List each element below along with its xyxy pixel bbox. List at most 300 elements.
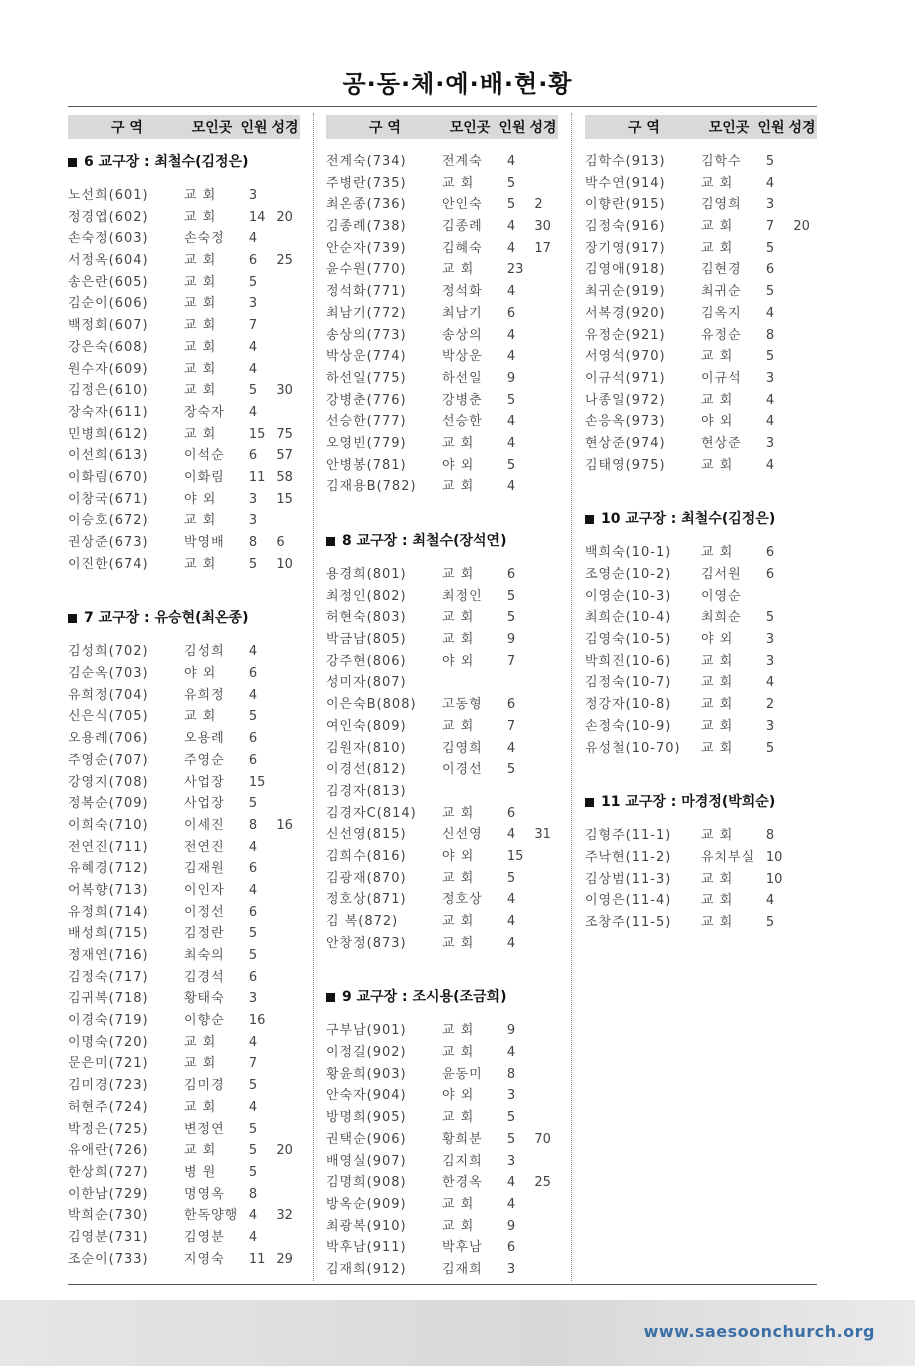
district-block — [585, 476, 817, 759]
cell-zone: 김원자(810) — [326, 740, 407, 756]
cell-adult — [793, 672, 817, 694]
cell-count: 6 — [248, 969, 258, 985]
district-title-text: 11 교구장 : 마경정(박희순) — [601, 794, 776, 811]
cell-place: 장숙자 — [184, 404, 225, 420]
cell-count: 15 — [248, 774, 266, 790]
cell-place — [442, 672, 507, 694]
cell-count: 4 — [248, 339, 258, 355]
cell-count: 6 — [765, 545, 775, 561]
cell-count: 5 — [506, 1110, 516, 1126]
cell-adult — [276, 293, 300, 315]
block-spacer — [326, 954, 558, 980]
cell-zone: 정복순(709) — [68, 796, 149, 812]
table-row — [585, 325, 817, 347]
header-adult: 성경 — [271, 120, 299, 136]
cell-adult — [534, 651, 558, 673]
cell-zone: 김종례(738) — [326, 219, 407, 235]
table-row — [326, 586, 558, 608]
district-block — [585, 151, 817, 476]
table-row — [326, 672, 558, 694]
cell-count: 11 — [248, 469, 266, 485]
table-row — [326, 1172, 558, 1194]
cell-zone: 최남기(772) — [326, 305, 407, 321]
cell-place: 야 외 — [442, 653, 475, 669]
cell-place: 신선영 — [442, 827, 483, 843]
cell-adult — [534, 803, 558, 825]
cell-adult — [534, 1216, 558, 1238]
table-row — [68, 1010, 300, 1032]
cell-adult — [276, 988, 300, 1010]
cell-count: 15 — [506, 848, 524, 864]
cell-count: 6 — [506, 305, 516, 321]
cell-adult — [534, 151, 558, 173]
bullet-square-icon — [326, 993, 335, 1002]
table-row — [68, 1249, 300, 1271]
table-row — [326, 868, 558, 890]
cell-zone: 손응옥(973) — [585, 414, 666, 430]
table-row — [326, 1085, 558, 1107]
cell-adult — [276, 685, 300, 707]
cell-adult — [276, 1075, 300, 1097]
table-row — [68, 1053, 300, 1075]
cell-count: 3 — [506, 1261, 516, 1277]
cell-zone: 정호상(871) — [326, 892, 407, 908]
cell-count: 8 — [506, 1066, 516, 1082]
cell-zone: 박희진(10-6) — [585, 653, 672, 669]
cell-place: 김재원 — [184, 861, 225, 877]
cell-place: 교 회 — [442, 262, 475, 278]
cell-count: 5 — [248, 926, 258, 942]
cell-adult — [793, 238, 817, 260]
table-row — [68, 1119, 300, 1141]
cell-zone: 이진한(674) — [68, 556, 149, 572]
cell-place: 최귀순 — [701, 284, 742, 300]
cell-adult — [534, 1194, 558, 1216]
table-row — [326, 433, 558, 455]
cell-zone: 선승한(777) — [326, 414, 407, 430]
cell-zone: 김귀복(718) — [68, 991, 149, 1007]
cell-adult — [276, 510, 300, 532]
table-row — [326, 694, 558, 716]
table-row — [68, 1032, 300, 1054]
cell-count: 6 — [248, 448, 258, 464]
cell-place: 김현경 — [701, 262, 742, 278]
cell-place: 이규석 — [701, 370, 742, 386]
cell-place: 교 회 — [442, 610, 475, 626]
cell-place: 야 외 — [184, 666, 217, 682]
cell-place: 교 회 — [184, 556, 217, 572]
cell-adult — [793, 411, 817, 433]
cell-count: 5 — [765, 740, 775, 756]
table-row — [68, 532, 300, 554]
table-row — [326, 846, 558, 868]
table-row — [326, 194, 558, 216]
header-count: 인원 — [240, 120, 268, 136]
cell-zone: 안순자(739) — [326, 240, 407, 256]
cell-count: 4 — [506, 349, 516, 365]
table-row — [326, 411, 558, 433]
cell-place: 야 외 — [701, 414, 734, 430]
cell-zone: 유애란(726) — [68, 1143, 149, 1159]
cell-place: 야 외 — [442, 848, 475, 864]
table-row — [68, 554, 300, 576]
cell-count: 4 — [506, 219, 516, 235]
table-row — [585, 869, 817, 891]
table-row — [68, 445, 300, 467]
cell-zone: 정재연(716) — [68, 948, 149, 963]
cell-count: 6 — [506, 697, 516, 713]
table-row — [326, 564, 558, 586]
cell-place: 김옥지 — [701, 305, 742, 321]
cell-place: 교 회 — [442, 435, 475, 451]
cell-adult — [276, 1010, 300, 1032]
district-block — [585, 759, 817, 933]
cell-zone: 이은숙B(808) — [326, 697, 417, 713]
cell-zone: 이향란(915) — [585, 197, 666, 213]
cell-place: 강병춘 — [442, 392, 483, 408]
cell-zone: 서정옥(604) — [68, 253, 149, 269]
cell-zone: 김희수(816) — [326, 848, 407, 864]
cell-adult — [534, 694, 558, 716]
cell-zone: 신은식(705) — [68, 709, 149, 725]
cell-place: 유치부실 — [701, 849, 756, 865]
table-row — [326, 151, 558, 173]
cell-adult — [276, 641, 300, 663]
cell-place: 교 회 — [701, 219, 734, 235]
cell-place: 황태숙 — [184, 991, 225, 1007]
footer-url-link[interactable]: www.saesoonchurch.org — [643, 1322, 875, 1341]
cell-zone: 이경숙(719) — [68, 1013, 149, 1029]
cell-count: 3 — [765, 197, 775, 213]
table-row — [326, 629, 558, 651]
cell-count: 4 — [248, 1099, 258, 1115]
cell-place: 야 외 — [184, 491, 217, 507]
table-row — [68, 945, 300, 967]
cell-adult: 70 — [534, 1131, 551, 1147]
cell-adult — [793, 694, 817, 716]
cell-place: 윤동미 — [442, 1066, 483, 1082]
cell-count: 5 — [506, 175, 516, 191]
cell-adult — [534, 1259, 558, 1281]
cell-place: 교 회 — [184, 1034, 217, 1050]
cell-count: 10 — [765, 871, 783, 887]
cell-place: 김영희 — [701, 197, 742, 213]
table-row — [585, 542, 817, 564]
table-row — [326, 238, 558, 260]
cell-count: 5 — [248, 556, 258, 572]
cell-count: 4 — [248, 644, 258, 660]
cell-zone: 현상준(974) — [585, 435, 666, 451]
cell-count: 11 — [248, 1251, 266, 1267]
table-row — [68, 1184, 300, 1206]
cell-count: 10 — [765, 849, 783, 865]
table-row — [326, 781, 558, 803]
bullet-square-icon — [585, 515, 594, 524]
cell-zone: 이희숙(710) — [68, 817, 149, 833]
cell-adult — [276, 923, 300, 945]
cell-adult — [276, 793, 300, 815]
cell-count: 5 — [765, 284, 775, 300]
cell-place: 교 회 — [184, 383, 217, 399]
table-row — [326, 346, 558, 368]
cell-place: 이세진 — [184, 817, 225, 833]
cell-zone: 정경엽(602) — [68, 209, 149, 225]
cell-adult — [534, 1064, 558, 1086]
cell-adult — [276, 228, 300, 250]
cell-adult — [276, 1097, 300, 1119]
page-title: 공·동·체·예·배·현·황 — [342, 70, 573, 98]
district-title-text: 10 교구장 : 최철수(김정은) — [601, 511, 776, 528]
cell-adult — [534, 390, 558, 412]
cell-adult — [534, 629, 558, 651]
cell-place: 이인자 — [184, 882, 225, 898]
cell-adult — [276, 1227, 300, 1249]
table-row — [585, 651, 817, 673]
table-row — [68, 402, 300, 424]
cell-adult — [276, 858, 300, 880]
cell-zone: 이영은(11-4) — [585, 893, 672, 909]
cell-count: 4 — [506, 479, 516, 495]
cell-zone: 안창정(873) — [326, 935, 407, 951]
cell-place: 교 회 — [442, 718, 475, 734]
cell-zone: 오용례(706) — [68, 731, 149, 747]
cell-count: 3 — [506, 1088, 516, 1104]
cell-count: 5 — [248, 383, 258, 399]
cell-zone: 여인숙(809) — [326, 718, 407, 734]
table-row — [68, 706, 300, 728]
cell-count: 4 — [506, 1045, 516, 1061]
cell-zone: 조영순(10-2) — [585, 567, 672, 582]
cell-zone: 이한남(729) — [68, 1186, 149, 1202]
cell-adult — [276, 880, 300, 902]
table-row — [68, 685, 300, 707]
cell-zone: 김재희(912) — [326, 1261, 407, 1277]
cell-adult — [793, 303, 817, 325]
cell-place: 박영배 — [184, 535, 225, 550]
table-row — [585, 629, 817, 651]
cell-count: 9 — [506, 632, 516, 648]
cell-adult — [534, 933, 558, 955]
cell-count: 5 — [248, 1121, 258, 1137]
cell-count: 6 — [506, 805, 516, 821]
cell-zone: 김순옥(703) — [68, 666, 149, 682]
cell-zone: 안숙자(904) — [326, 1088, 407, 1104]
cell-adult — [276, 185, 300, 207]
cell-adult — [793, 716, 817, 738]
table-row — [326, 325, 558, 347]
cell-count: 4 — [248, 361, 258, 377]
cell-zone: 방옥순(909) — [326, 1196, 407, 1212]
cell-place: 교 회 — [184, 1099, 217, 1115]
block-spacer — [585, 759, 817, 785]
cell-adult — [534, 476, 558, 498]
cell-place: 이향순 — [184, 1013, 225, 1029]
cell-adult: 16 — [276, 817, 293, 833]
district-block — [68, 151, 300, 575]
cell-place: 교 회 — [701, 718, 734, 734]
bullet-square-icon — [326, 537, 335, 546]
cell-zone: 김순이(606) — [68, 296, 149, 312]
cell-zone: 박수연(914) — [585, 175, 666, 191]
cell-place: 손숙정 — [184, 231, 225, 247]
cell-count: 5 — [506, 1131, 516, 1147]
cell-adult — [793, 651, 817, 673]
table-row — [68, 902, 300, 924]
table-row — [585, 173, 817, 195]
cell-count: 4 — [506, 327, 516, 343]
district-title — [326, 986, 558, 1008]
cell-zone: 방명희(905) — [326, 1110, 407, 1126]
cell-adult — [276, 272, 300, 294]
cell-zone: 이화림(670) — [68, 469, 149, 485]
cell-place: 야 외 — [442, 457, 475, 473]
cell-place: 유희정 — [184, 687, 225, 703]
cell-adult — [276, 1053, 300, 1075]
table-row — [326, 455, 558, 477]
table-row — [585, 738, 817, 760]
table-row — [68, 380, 300, 402]
cell-zone: 원수자(609) — [68, 361, 149, 377]
bullet-square-icon — [585, 798, 594, 807]
column-header — [326, 115, 558, 139]
cell-adult — [793, 259, 817, 281]
footer-band — [0, 1300, 915, 1366]
table-row — [585, 586, 817, 608]
cell-count: 8 — [765, 327, 775, 343]
cell-zone: 주병란(735) — [326, 175, 407, 191]
cell-count: 5 — [506, 870, 516, 886]
table-row — [68, 858, 300, 880]
cell-place: 교 회 — [442, 1023, 475, 1039]
cell-adult: 20 — [276, 1143, 293, 1159]
cell-count: 5 — [506, 392, 516, 408]
cell-adult — [793, 912, 817, 934]
cell-zone: 김명희(908) — [326, 1175, 407, 1191]
cell-zone: 이규석(971) — [585, 370, 666, 386]
cell-place: 교 회 — [701, 740, 734, 756]
district-title-text: 9 교구장 : 조시용(조금희) — [342, 989, 507, 1006]
cell-zone: 백희숙(10-1) — [585, 545, 672, 561]
cell-place: 하선일 — [442, 370, 483, 386]
table-row — [68, 1205, 300, 1227]
cell-adult — [276, 967, 300, 989]
table-row — [585, 368, 817, 390]
cell-adult: 10 — [276, 556, 293, 572]
cell-zone: 김재용B(782) — [326, 479, 417, 495]
cell-adult — [793, 542, 817, 564]
cell-zone: 유정희(714) — [68, 904, 149, 920]
cell-zone: 김경자C(814) — [326, 805, 417, 821]
cell-adult — [793, 281, 817, 303]
cell-place: 교 회 — [701, 675, 734, 691]
table-row — [326, 368, 558, 390]
cell-adult — [534, 259, 558, 281]
cell-zone: 유정순(921) — [585, 327, 666, 343]
cell-zone: 송은란(605) — [68, 274, 149, 290]
cell-place: 교 회 — [184, 339, 217, 355]
table-row — [68, 988, 300, 1010]
cell-count: 14 — [248, 209, 266, 225]
cell-zone: 서복경(920) — [585, 305, 666, 321]
cell-adult: 17 — [534, 240, 551, 256]
cell-adult — [793, 390, 817, 412]
cell-adult: 20 — [276, 209, 293, 225]
cell-adult — [793, 564, 817, 586]
bullet-square-icon — [68, 158, 77, 167]
cell-place: 교 회 — [442, 1196, 475, 1212]
cell-adult — [534, 433, 558, 455]
cell-adult — [276, 663, 300, 685]
cell-count: 3 — [248, 296, 258, 312]
cell-zone: 주낙현(11-2) — [585, 849, 672, 865]
cell-count: 4 — [765, 392, 775, 408]
cell-count: 3 — [765, 718, 775, 734]
cell-adult: 6 — [276, 535, 285, 550]
cell-adult — [793, 151, 817, 173]
cell-count: 5 — [506, 588, 516, 604]
cell-count: 5 — [765, 240, 775, 256]
cell-count: 4 — [248, 404, 258, 420]
cell-place: 교 회 — [442, 870, 475, 886]
cell-zone: 강병춘(776) — [326, 392, 407, 408]
cell-count: 5 — [765, 914, 775, 930]
cell-zone: 장기영(917) — [585, 240, 666, 256]
table-row — [326, 476, 558, 498]
cell-count: 9 — [506, 370, 516, 386]
cell-place: 사업장 — [184, 774, 225, 790]
cell-zone: 최온종(736) — [326, 197, 407, 213]
table-row — [68, 489, 300, 511]
table-row — [326, 303, 558, 325]
table-row — [68, 750, 300, 772]
district-title — [585, 791, 817, 813]
table-row — [326, 607, 558, 629]
cell-zone: 신선영(815) — [326, 827, 407, 843]
cell-zone: 최정인(802) — [326, 588, 407, 604]
cell-count: 3 — [765, 435, 775, 451]
cell-adult — [276, 902, 300, 924]
cell-place: 정호상 — [442, 892, 483, 908]
table-row — [326, 759, 558, 781]
table-row — [326, 1064, 558, 1086]
cell-place: 김경석 — [184, 969, 225, 985]
district-block — [326, 151, 558, 498]
cell-place: 교 회 — [701, 871, 734, 887]
cell-zone: 한상희(727) — [68, 1164, 149, 1180]
cell-place: 최남기 — [442, 305, 483, 321]
cell-zone: 송상의(773) — [326, 327, 407, 343]
table-row — [326, 216, 558, 238]
table-row — [585, 194, 817, 216]
cell-place: 김서원 — [701, 567, 742, 582]
cell-zone: 박상운(774) — [326, 349, 407, 365]
cell-count: 6 — [248, 666, 258, 682]
cell-place: 교 회 — [184, 1143, 217, 1159]
header-adult: 성경 — [529, 120, 557, 136]
cell-adult — [793, 607, 817, 629]
cell-place: 고동형 — [442, 697, 483, 713]
cell-count: 8 — [248, 817, 258, 833]
cell-place: 교 회 — [184, 426, 217, 442]
cell-zone: 김성희(702) — [68, 644, 149, 660]
table-row — [68, 272, 300, 294]
table-row — [68, 315, 300, 337]
cell-zone: 문은미(721) — [68, 1056, 149, 1072]
header-zone: 구 역 — [369, 120, 401, 136]
cell-adult — [276, 402, 300, 424]
cell-place: 명영옥 — [184, 1186, 225, 1202]
table-row — [68, 880, 300, 902]
